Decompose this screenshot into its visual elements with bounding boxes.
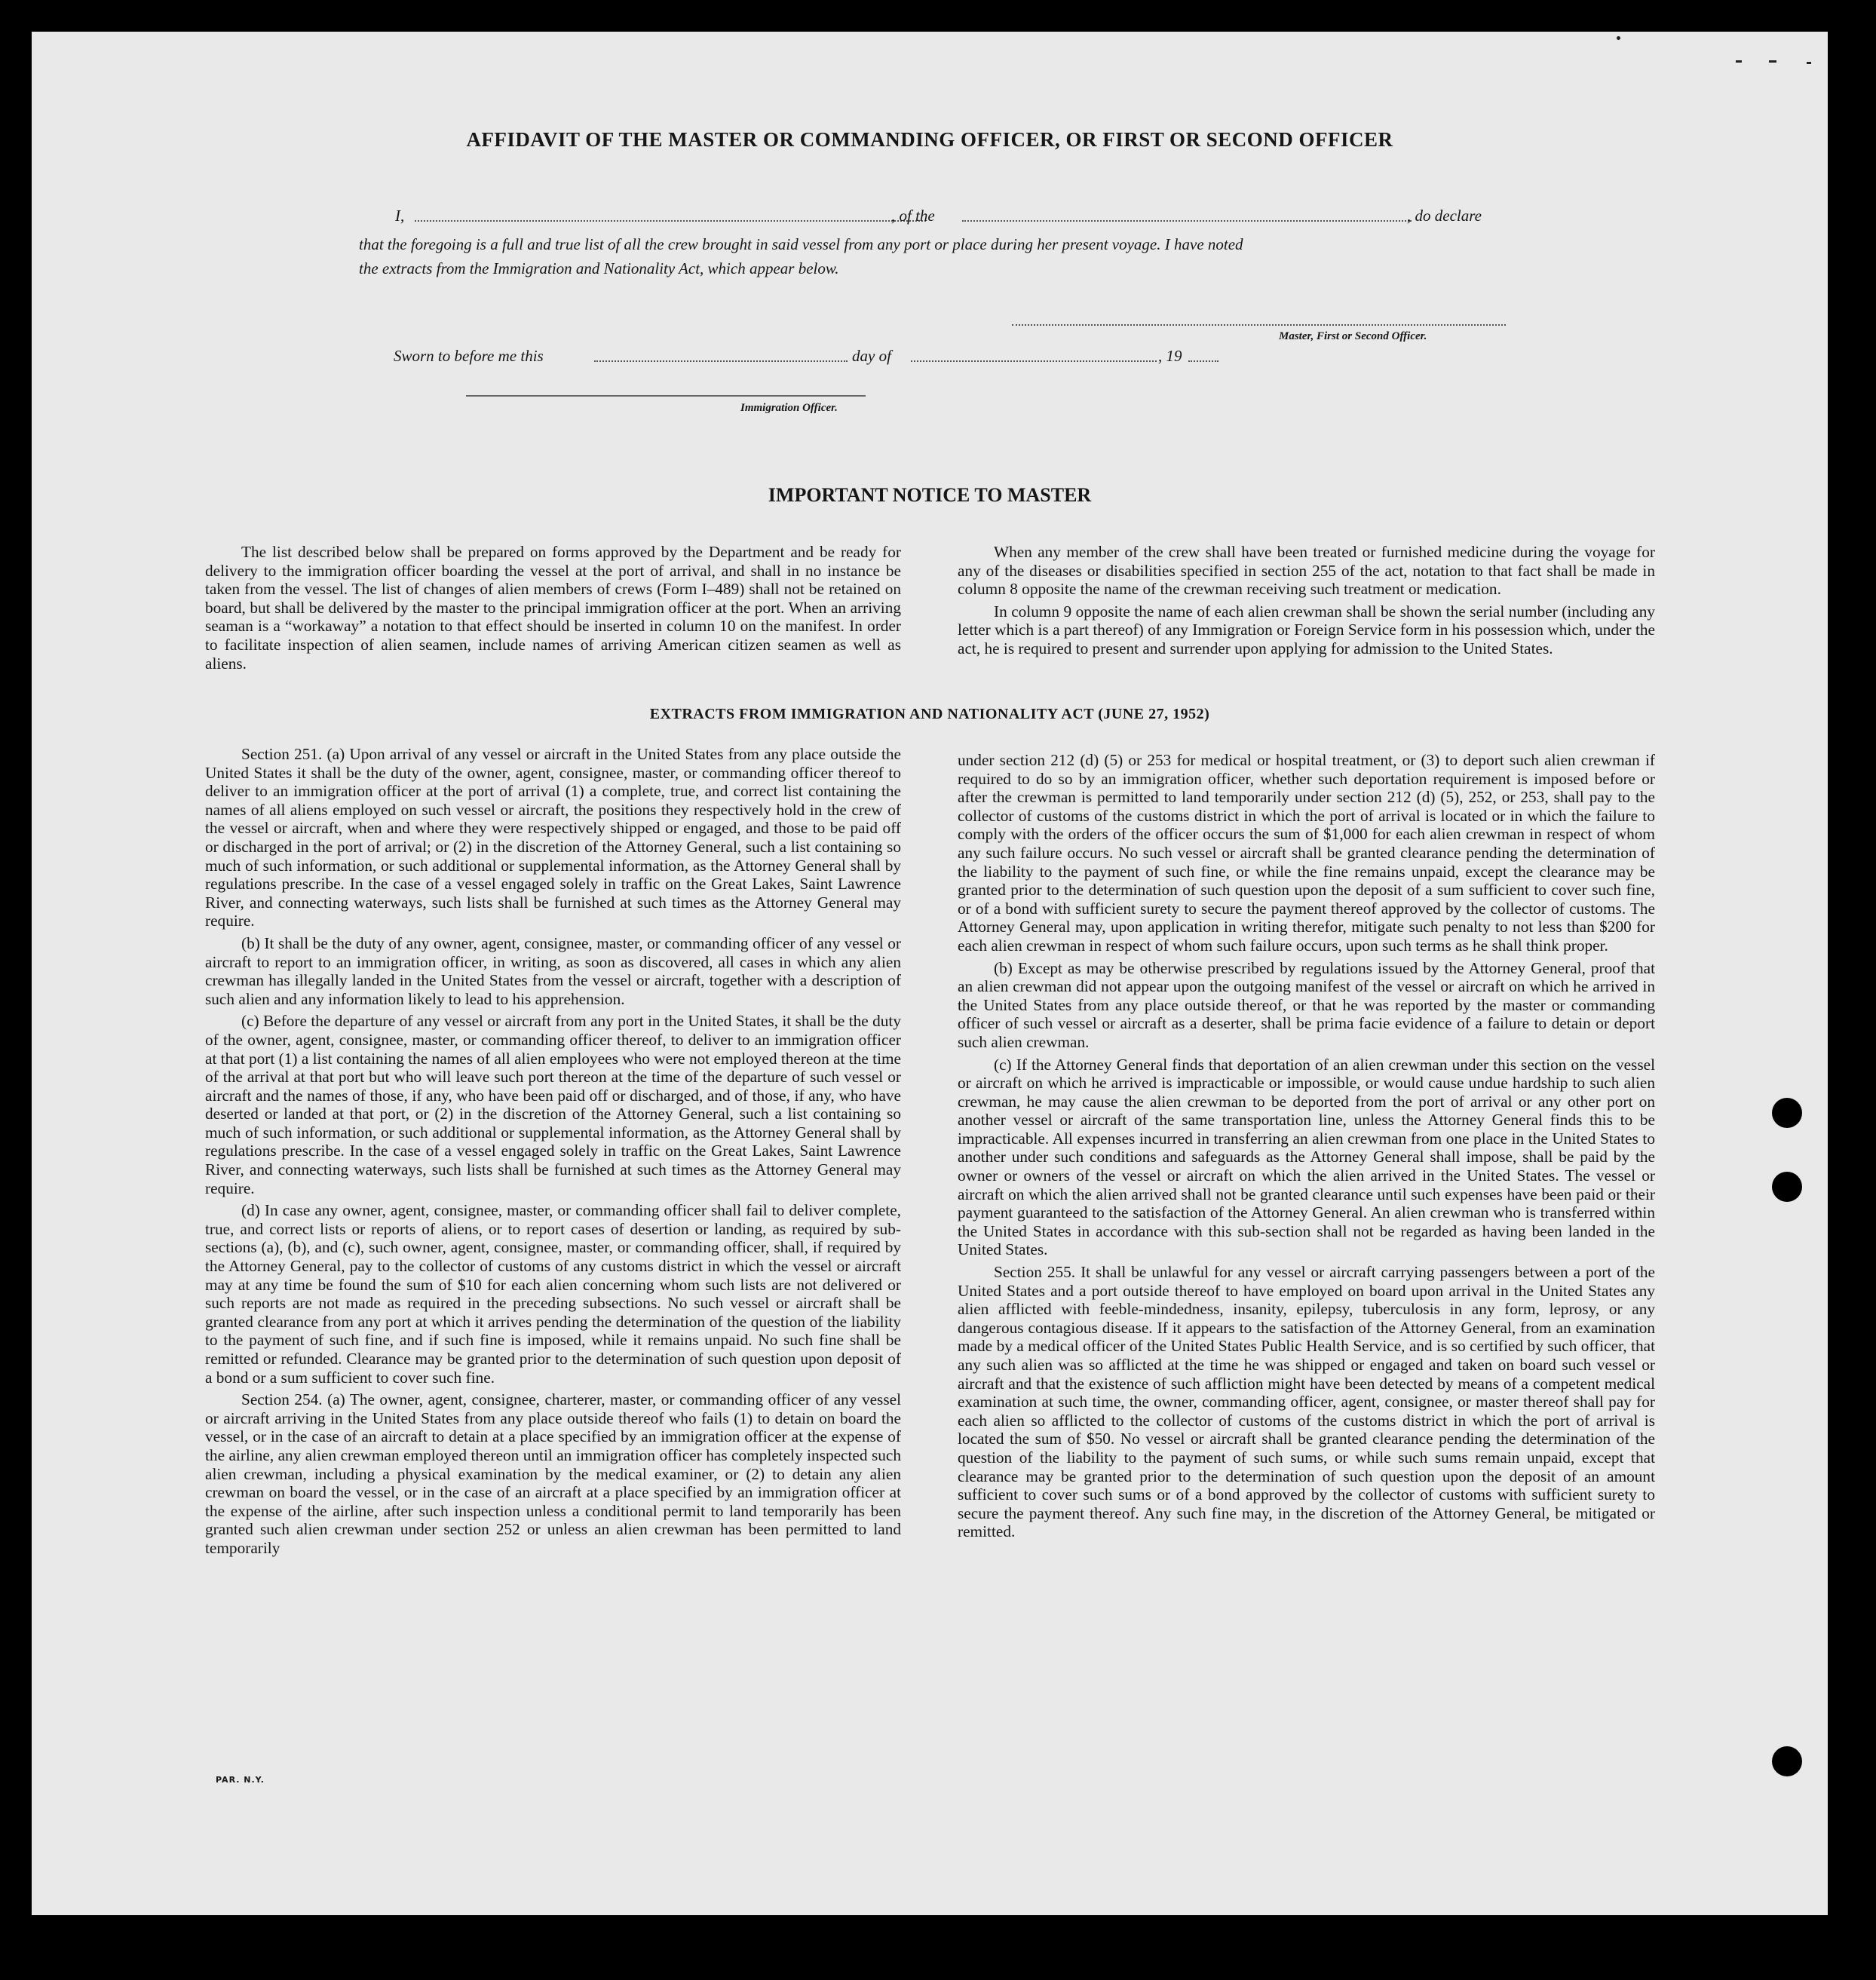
notice-right-paragraph-2: In column 9 opposite the name of each alien crewman shall be shown the serial number (including any letter which is a part thereof) of any Immigration or Foreign Service form in his possession which, under the act, he is required to present and surrender upon applying for admission to the United States. bbox=[958, 602, 1655, 657]
of-the-label: , of the bbox=[891, 207, 935, 225]
printer-mark: PAR. N.Y. bbox=[216, 1775, 265, 1785]
do-declare-label: , do declare bbox=[1407, 207, 1482, 225]
affidavit-statement-line1: that the foregoing is a full and true list of all the crew brought in said vessel from any port or place during her present voyage. I have noted bbox=[359, 235, 1243, 253]
sworn-day-field[interactable] bbox=[594, 360, 848, 362]
vessel-name-field[interactable] bbox=[962, 220, 1412, 222]
master-name-field[interactable] bbox=[415, 220, 926, 222]
notice-right-column bbox=[958, 543, 1655, 662]
affidavit-statement-line2: the extracts from the Immigration and Nationality Act, which appear below. bbox=[359, 259, 839, 277]
section-251-b: (b) It shall be the duty of any owner, agent, consignee, master, or commanding officer of any vessel or aircraft to report to an immigration officer, in writing, as soon as discovered, all cases in which any alien crewman has illegally landed in the United States from the vessel or aircraft, together with a description of such alien and any information likely to lead to his apprehension. bbox=[205, 933, 901, 1008]
notice-title: IMPORTANT NOTICE TO MASTER bbox=[768, 484, 1092, 506]
extracts-left-column bbox=[205, 745, 901, 1562]
document-sheet bbox=[32, 32, 1828, 1915]
officer-signature-line[interactable] bbox=[466, 395, 866, 397]
punch-hole bbox=[1772, 1746, 1802, 1776]
year-label: , 19 bbox=[1158, 347, 1182, 365]
day-of-label: day of bbox=[852, 347, 891, 365]
affidavit-i-label: I, bbox=[395, 207, 405, 225]
extracts-title: EXTRACTS FROM IMMIGRATION AND NATIONALITY ACT (JUNE 27, 1952) bbox=[649, 706, 1210, 722]
scan-speck bbox=[1807, 62, 1811, 64]
sworn-year-field[interactable] bbox=[1188, 360, 1218, 362]
section-254-b: (b) Except as may be otherwise prescribed by regulations issued by the Attorney General, proof that an alien crewman did not appear upon the outgoing manifest of the vessel or aircraft on which he arrived in the United States from any place outside thereof, or that he was reported by the master or commanding officer of such vessel or aircraft as a deserter, shall be prima facie evidence of a failure to detain or deport such alien crewman. bbox=[958, 958, 1655, 1051]
section-251-a: Section 251. (a) Upon arrival of any vessel or aircraft in the United States from any place outside the United States it shall be the duty of the owner, agent, consignee, master, or commanding officer thereof to deliver to an immigration officer at the port of arrival (1) a complete, true, and correct list containing the names of all aliens employed on such vessel or aircraft, the positions they respectively hold in the crew of the vessel or aircraft, when and where they were respectively shipped or engaged, and those to be paid off or discharged in the port of arrival; or (2) in the discretion of the Attorney General, such a list containing so much of such information, or such additional or supplemental information, as the Attorney General shall by regulations prescribe. In the case of a vessel engaged solely in traffic on the Great Lakes, Saint Lawrence River, and connecting waterways, such lists shall be furnished at such times as the Attorney General may require. bbox=[205, 745, 901, 930]
scan-speck bbox=[1617, 36, 1620, 40]
sworn-label: Sworn to before me this bbox=[394, 347, 544, 365]
master-signature-line[interactable] bbox=[1012, 324, 1506, 326]
punch-hole bbox=[1772, 1098, 1802, 1128]
punch-hole bbox=[1772, 1172, 1802, 1202]
section-254-c: (c) If the Attorney General finds that deportation of an alien crewman under this section on the vessel or aircraft on which he arrived is impracticable or impossible, or would cause undue hardship to such alien crewman, he may cause the alien crewman to be deported from the port of arrival or any other port on another vessel or aircraft of the same transportation line, unless the Attorney General finds this to be impracticable. All expenses incurred in transferring an alien crewman from one place in the United States to another under such conditions and safeguards as the Attorney General shall impose, shall be paid by the owner or owners of the vessel or aircraft on which the alien arrived in the United States. The vessel or aircraft on which the alien arrived shall not be granted clearance until such expenses have been paid or their payment guaranteed to the satisfaction of the Attorney General. An alien crewman who is transferred within the United States in accordance with this sub-section shall not be regarded as having been landed in the United States. bbox=[958, 1055, 1655, 1259]
master-signature-caption: Master, First or Second Officer. bbox=[1279, 330, 1427, 342]
section-251-c: (c) Before the departure of any vessel or aircraft from any port in the United States, it shall be the duty of the owner, agent, consignee, master, or commanding officer thereof, to deliver to an immigration officer at that port (1) a list containing the names of all alien employees who were not employed thereon at the time of the arrival at that port but who will leave such port thereon at the time of the departure of such vessel or aircraft and the names of those, if any, who have been paid off or discharged, and of those, if any, who have deserted or landed at that port, or (2) in the discretion of the Attorney General, such a list containing so much of such information, or such additional or supplemental information, as the Attorney General shall by regulations prescribe. In the case of a vessel engaged solely in traffic on the Great Lakes, Saint Lawrence River, and connecting waterways, such lists shall be furnished at such times as the Attorney General may require. bbox=[205, 1012, 901, 1197]
section-254-a-continued: under section 212 (d) (5) or 253 for medical or hospital treatment, or (3) to deport such alien crewman if required to do so by an immigration officer, whether such deportation requirement is imposed before or after the crewman is permitted to land temporarily under section 212 (d) (5), 252, or 253, shall pay to the collector of customs of the customs district in which the port of arrival is located or in which the failure to comply with the orders of the officer occurs the sum of $1,000 for each alien crewman in respect of whom any such failure occurs. No such vessel or aircraft shall be granted clearance pending the determination of the liability to the payment of such fine, or while the fine remains unpaid, except the clearance may be granted prior to the determination of such question upon the deposit of a sum sufficient to cover such fine, or of a bond with sufficient surety to secure the payment thereof approved by the collector of customs. The Attorney General may, upon application in writing therefor, mitigate such penalty to not less than $200 for each alien crewman in respect of whom such failure occurs, upon such terms as he shall think proper. bbox=[958, 751, 1655, 955]
extracts-right-column bbox=[958, 751, 1655, 1545]
sworn-month-field[interactable] bbox=[911, 360, 1157, 362]
notice-left-column bbox=[205, 543, 901, 676]
officer-signature-caption: Immigration Officer. bbox=[740, 402, 838, 414]
section-254-a: Section 254. (a) The owner, agent, consignee, charterer, master, or commanding officer of any vessel or aircraft arriving in the United States from any place outside thereof who fails (1) to detain on board the vessel, or in the case of an aircraft to detain at a place specified by an immigration officer at the expense of the airline, any alien crewman employed thereon until an immigration officer has completely inspected such alien crewman, including a physical examination by the medical examiner, or (2) to detain any alien crewman on board the vessel, or in the case of an aircraft at a place specified by an immigration officer at the expense of the airline, after such inspection unless a conditional permit to land temporarily has been granted such alien crewman under section 252 or unless an alien crewman has been permitted to land temporarily bbox=[205, 1390, 901, 1557]
section-251-d: (d) In case any owner, agent, consignee, master, or commanding officer shall fail to deliver complete, true, and correct lists or reports of aliens, or to report cases of desertion or landing, as required by sub-sections (a), (b), and (c), such owner, agent, consignee, master, or commanding officer, shall, if required by the Attorney General, pay to the collector of customs of any customs district in which the vessel or aircraft may at any time be found the sum of $10 for each alien concerning whom such lists are not delivered or such reports are not made as required in the preceding subsections. No such vessel or aircraft shall be granted clearance from any port at which it arrives pending the determination of the question of the liability to the payment of such fine, and if such fine is imposed, while it remains unpaid. No such fine shall be remitted or refunded. Clearance may be granted prior to the determination of such question upon deposit of a bond or a sum sufficient to cover such fine. bbox=[205, 1201, 901, 1387]
scan-speck bbox=[1769, 60, 1776, 63]
affidavit-title: AFFIDAVIT OF THE MASTER OR COMMANDING OFFICER, OR FIRST OR SECOND OFFICER bbox=[466, 128, 1393, 151]
notice-left-paragraph: The list described below shall be prepared on forms approved by the Department and be ready for delivery to the immigration officer boarding the vessel at the port of arrival, and shall in no instance be taken from the vessel. The list of changes of alien members of crews (Form I–489) shall not be retained on board, but shall be delivered by the master to the principal immigration officer at the port. When an arriving seaman is a “workaway” a notation to that effect should be inserted in column 10 on the manifest. In order to facilitate inspection of alien seamen, include names of arriving American citizen seamen as well as aliens. bbox=[205, 543, 901, 673]
notice-right-paragraph-1: When any member of the crew shall have been treated or furnished medicine during the voyage for any of the diseases or disabilities specified in section 255 of the act, notation to that fact shall be made in column 8 opposite the name of the crewman receiving such treatment or medication. bbox=[958, 543, 1655, 599]
scan-speck bbox=[1736, 60, 1742, 63]
section-255: Section 255. It shall be unlawful for any vessel or aircraft carrying passengers between a port of the United States and a port outside thereof to have employed on board upon arrival in the United States any alien afflicted with feeble-mindedness, insanity, epilepsy, tuberculosis in any form, leprosy, or any dangerous contagious disease. If it appears to the satisfaction of the Attorney General, from an examination made by a medical officer of the United States Public Health Service, and is so certified by such officer, that any such alien was so afflicted at the time he was shipped or engaged and taken on board such vessel or aircraft and that the existence of such affliction might have been detected by means of a competent medical examination at such time, the owner, commanding officer, agent, consignee, or master thereof shall pay for each alien so afflicted to the collector of customs of the customs district in which the port of arrival is located the sum of $50. No vessel or aircraft shall be granted clearance pending the determination of the question of the liability to the payment of such sums, or while such sums remain unpaid, except that clearance may be granted prior to the determination of such question upon the deposit of an amount sufficient to cover such sums or of a bond approved by the collector of customs with sufficient surety to secure the payment thereof. Any such fine may, in the discretion of the Attorney General, be mitigated or remitted. bbox=[958, 1263, 1655, 1541]
